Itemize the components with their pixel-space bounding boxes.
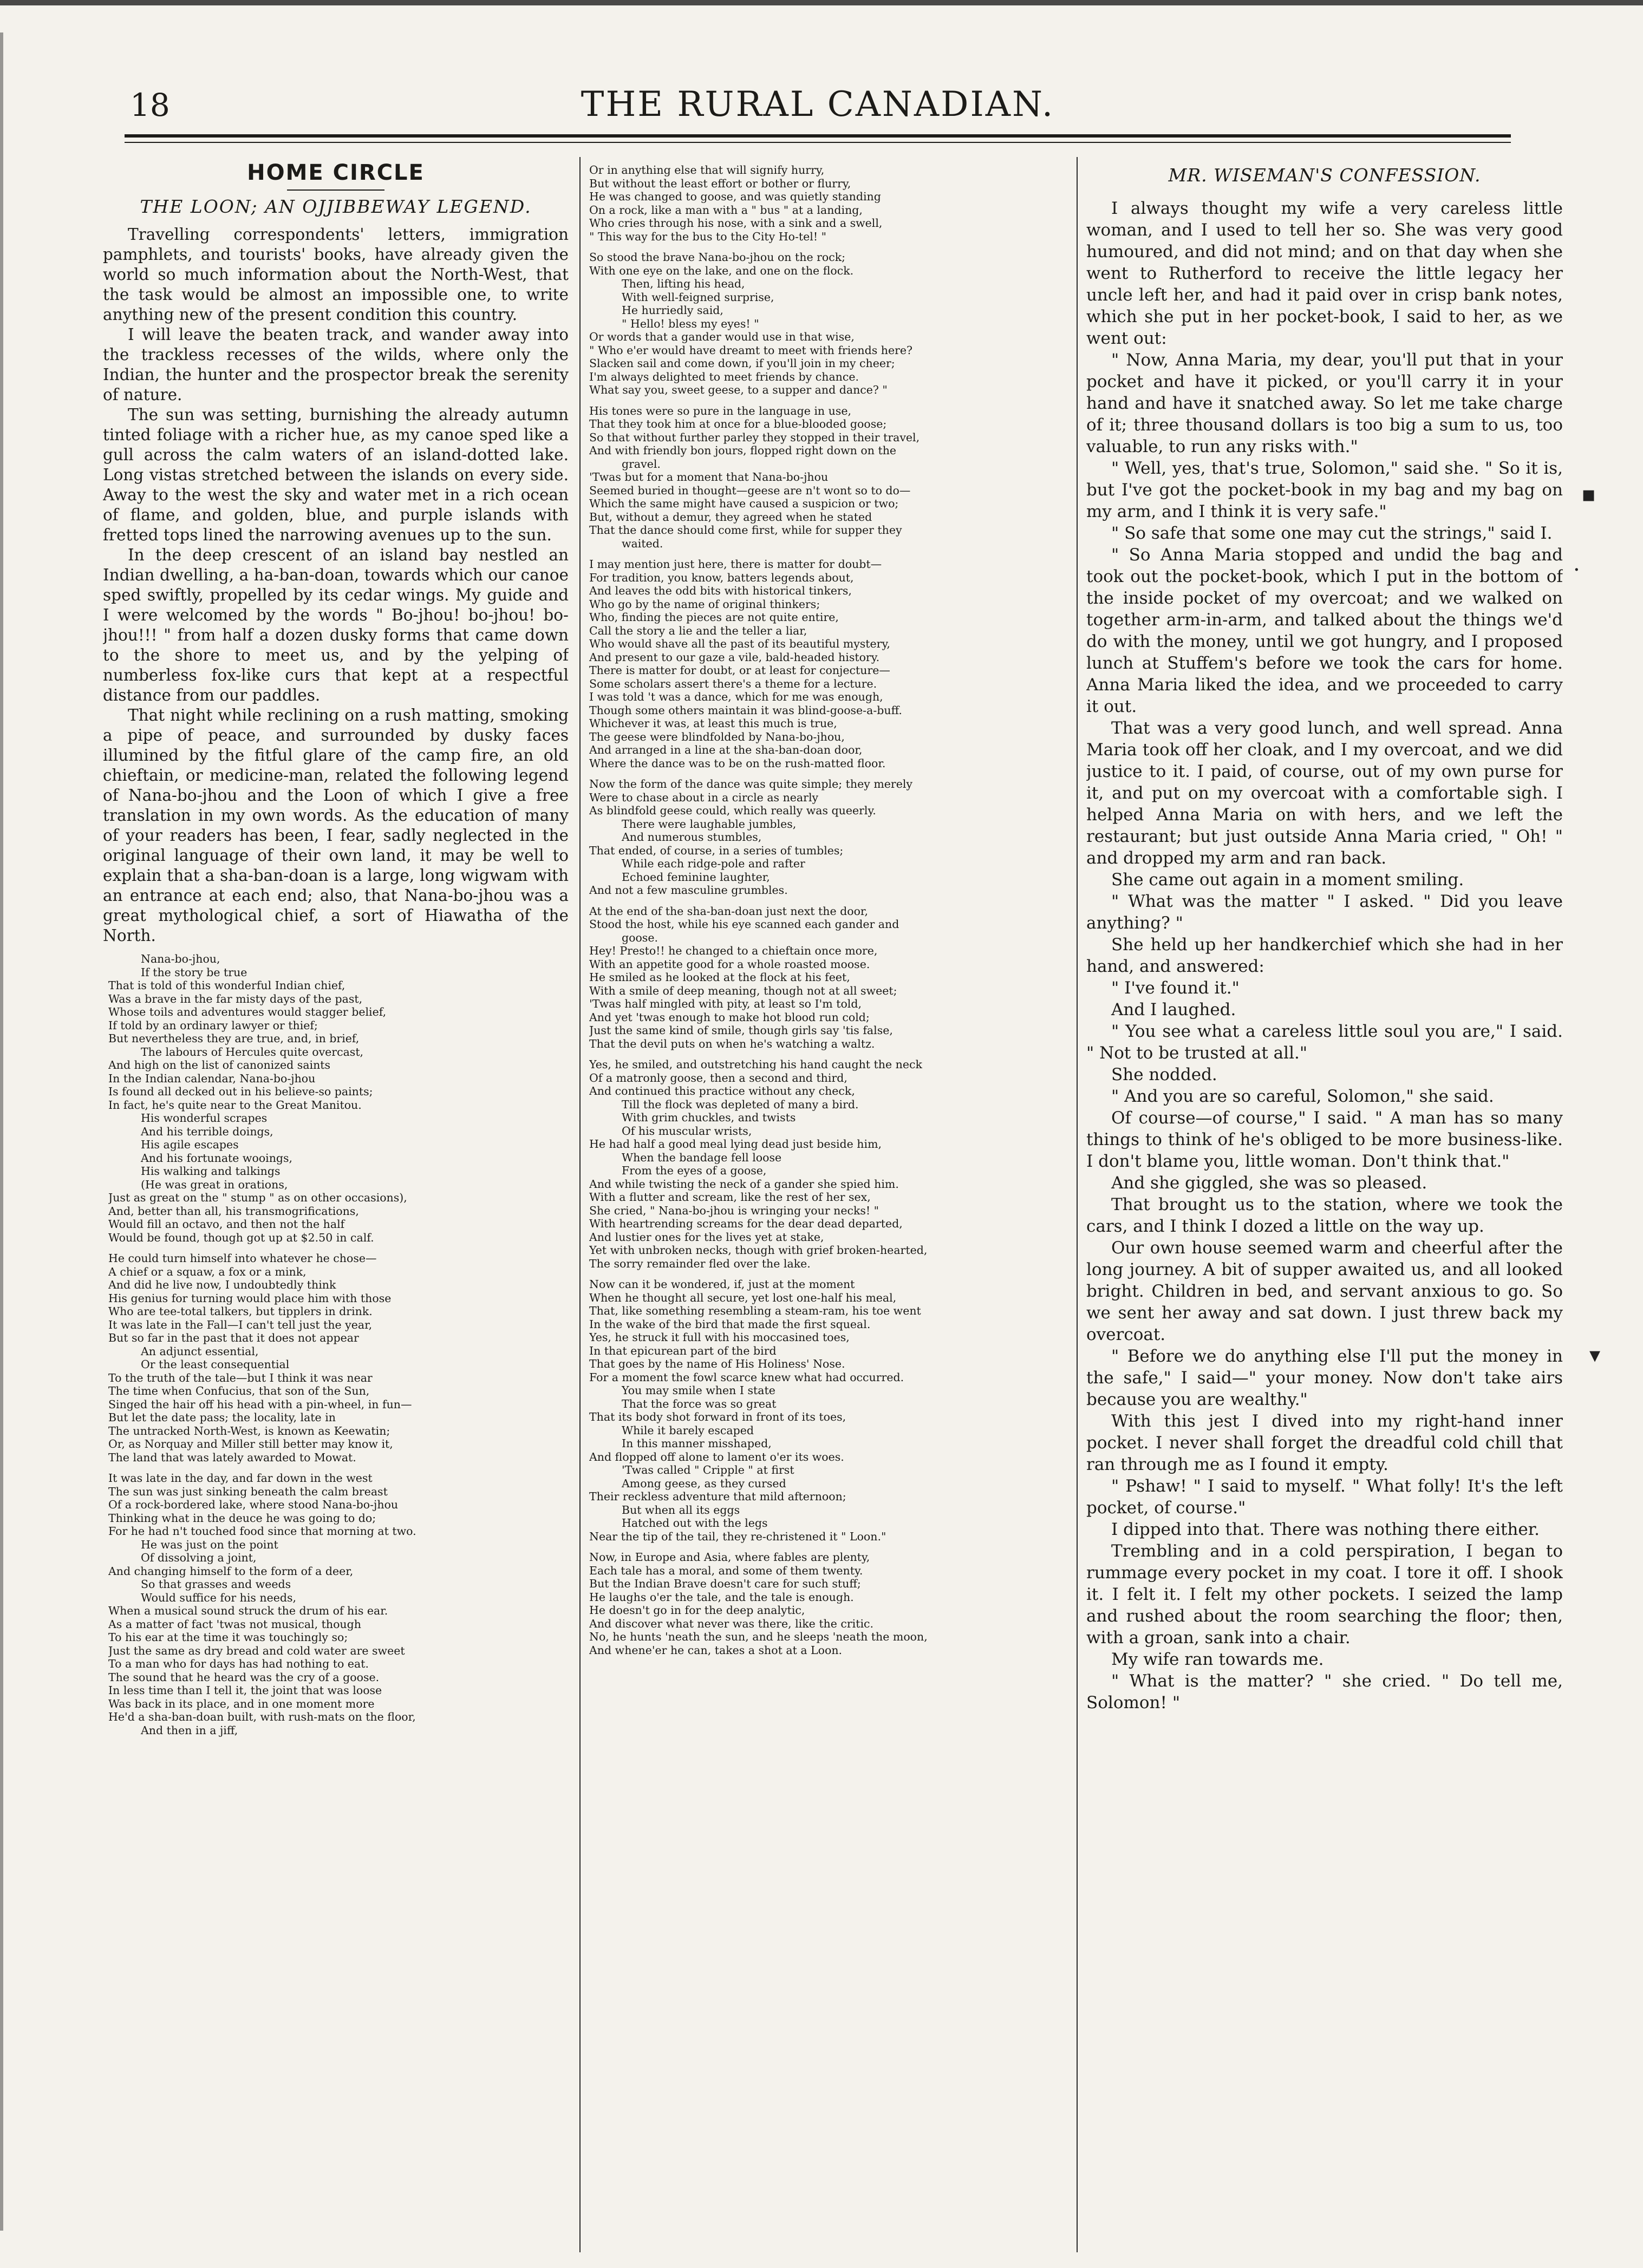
paragraph: Of course—of course," I said. " A man has so many things to think of he's obliged to be more business-like. I don't blame you, little woman. Don't think that." xyxy=(1086,1108,1563,1171)
verse-line: His genius for turning would place him with those xyxy=(108,1291,392,1305)
paragraph: I will leave the beaten track, and wander away into the trackless recesses of the wilds, where only the Indian, the hunter and the prospector break the serenity of nature. xyxy=(103,325,569,404)
column-2 xyxy=(589,157,1066,2258)
verse-line: And discover what never was there, like the critic. xyxy=(589,1617,874,1630)
paragraph: Our own house seemed warm and cheerful after the long journey. A bit of supper awaited us, and all looked bright. Children in bed, and servant anxious to go. So we sent her away and sat down. I just threw back my overcoat. xyxy=(1086,1238,1563,1344)
verse-line: With one eye on the lake, and one on the flock. xyxy=(589,264,854,277)
verse-line: That the devil puts on when he's watching a waltz. xyxy=(589,1037,875,1050)
verse-line: Stood the host, while his eye scanned each gander and xyxy=(589,918,899,931)
verse-line: With grim chuckles, and twists xyxy=(622,1111,796,1124)
paragraph: With this jest I dived into my right-hand inner pocket. I never shall forget the dreadful cold chill that ran through me as I found it empty. xyxy=(1086,1411,1563,1474)
verse-line: In that epicurean part of the bird xyxy=(589,1344,777,1357)
verse-line: And flopped off alone to lament o'er its woes. xyxy=(589,1450,844,1463)
verse-line: Of dissolving a joint, xyxy=(141,1551,257,1564)
verse-line: 'Twas half mingled with pity, at least so I'm told, xyxy=(589,997,862,1010)
verse-line: If the story be true xyxy=(141,965,247,979)
verse-line: So stood the brave Nana-bo-jhou on the rock; xyxy=(589,251,846,264)
verse-line: Yes, he smiled, and outstretching his hand caught the neck xyxy=(589,1058,922,1071)
verse-line: Just the same as dry bread and cold water are sweet xyxy=(108,1644,405,1657)
verse-line: As a matter of fact 'twas not musical, though xyxy=(108,1617,361,1631)
verse-line: In the Indian calendar, Nana-bo-jhou xyxy=(108,1071,316,1085)
verse-line: Who are tee-total talkers, but tipplers in drink. xyxy=(108,1305,373,1318)
verse-line: But without the least effort or bother or flurry, xyxy=(589,177,851,190)
verse-line: And then in a jiff, xyxy=(141,1723,238,1737)
paragraph: That was a very good lunch, and well spread. Anna Maria took off her cloak, and I my overcoat, and we did justice to it. I paid, of course, out of my own purse for it, and put on my overcoat with a comfortable sigh. I helped Anna Maria on with hers, and we left the restaurant; but just outside Anna Maria cried, " Oh! " and dropped my arm and ran back. xyxy=(1086,718,1563,868)
verse-line: " This way for the bus to the City Ho-tel! " xyxy=(589,230,826,243)
verse-line: Seemed buried in thought—geese are n't wont so to do— xyxy=(589,483,911,497)
verse-line: And high on the list of canonized saints xyxy=(108,1058,331,1071)
verse-line: As blindfold geese could, which really was queerly. xyxy=(589,804,876,817)
stanza xyxy=(103,1252,569,1464)
verse-line: (He was great in orations, xyxy=(141,1178,288,1191)
top-border xyxy=(0,0,1643,5)
verse-line: When the bandage fell loose xyxy=(622,1151,782,1164)
verse-line: Or in anything else that will signify hurry, xyxy=(589,164,825,177)
column-1 xyxy=(103,157,569,2258)
verse-line: Who, finding the pieces are not quite entire, xyxy=(589,611,839,624)
verse-line: The untracked North-West, is known as Keewatin; xyxy=(108,1424,390,1437)
verse-line: That they took him at once for a blue-blooded goose; xyxy=(589,417,887,430)
stanza xyxy=(589,164,1066,243)
verse-line: Some scholars assert there's a theme for a lecture. xyxy=(589,677,877,690)
verse-line: His agile escapes xyxy=(141,1138,239,1151)
paragraph: " Before we do anything else I'll put the money in the safe," I said—" your money. Now don't take airs because you are wealthy." xyxy=(1086,1347,1563,1409)
paragraph: Travelling correspondents' letters, immigration pamphlets, and tourists' books, have already given the world so much information about the North-West, that the task would be almost an impossible one, to write anything new of the present condition this country. xyxy=(103,225,569,324)
margin-mark: ▾ xyxy=(1589,1343,1601,1368)
verse-line: 'Twas called " Cripple " at first xyxy=(622,1463,794,1476)
verse-line: Were to chase about in a circle as nearly xyxy=(589,790,819,804)
verse-line: His wonderful scrapes xyxy=(141,1112,268,1125)
verse-line: Who go by the name of original thinkers; xyxy=(589,597,820,611)
page-header xyxy=(125,81,1511,130)
verse-line: That, like something resembling a steam-ram, his toe went xyxy=(589,1304,921,1317)
verse-line: And while twisting the neck of a gander she spied him. xyxy=(589,1177,899,1191)
verse-line: That ended, of course, in a series of tumbles; xyxy=(589,844,844,857)
poem-part-1 xyxy=(103,952,569,1737)
verse-line: Just the same kind of smile, though girls say 'tis false, xyxy=(589,1024,893,1037)
verse-line: In the wake of the bird that made the first squeal. xyxy=(589,1317,871,1331)
verse-line: The labours of Hercules quite overcast, xyxy=(141,1045,364,1058)
paragraph: That night while reclining on a rush matting, smoking a pipe of peace, and surrounded by dusky faces illumined by the fitful glare of the camp fire, an old chieftain, or medicine-man, related the following legend of Nana-bo-jhou and the Loon of which I give a free translation in my own words. As the education of many of your readers has been, I fear, sadly neglected in the original language of their own land, it may be well to explain that a sha-ban-doan is a large, long wigwam with an entrance at each end; also, that Nana-bo-jhou was a great mythological chief, a sort of Hiawatha of the North. xyxy=(103,706,569,945)
verse-line: Among geese, as they cursed xyxy=(622,1476,786,1490)
verse-line: When he thought all secure, yet lost one-half his meal, xyxy=(589,1291,897,1304)
verse-line: But let the date pass; the locality, late in xyxy=(108,1411,336,1424)
stanza xyxy=(589,404,1066,551)
verse-line: For tradition, you know, batters legends about, xyxy=(589,571,854,584)
verse-line: Each tale has a moral, and some of them twenty. xyxy=(589,1564,863,1577)
verse-line: And did he live now, I undoubtedly think xyxy=(108,1278,336,1291)
verse-line: So that without further parley they stopped in their travel, xyxy=(589,430,920,444)
verse-line: His walking and talkings xyxy=(141,1165,281,1178)
verse-line: But so far in the past that it does not appear xyxy=(108,1331,359,1344)
verse-line: There were laughable jumbles, xyxy=(622,817,797,831)
verse-line: Yes, he struck it full with his moccasined toes, xyxy=(589,1331,850,1344)
verse-line: Or words that a gander would use in that wise, xyxy=(589,330,855,343)
verse-line: And numerous stumbles, xyxy=(622,831,762,844)
verse-line: Slacken sail and come down, if you'll join in my cheer; xyxy=(589,357,895,370)
verse-line: She cried, " Nana-bo-jhou is wringing your necks! " xyxy=(589,1204,879,1217)
verse-line: Or, as Norquay and Miller still better may know it, xyxy=(108,1437,393,1450)
verse-line: A chief or a squaw, a fox or a mink, xyxy=(108,1265,307,1278)
verse-line: With an appetite good for a whole roasted moose. xyxy=(589,957,870,971)
story-title: MR. WISEMAN'S CONFESSION. xyxy=(1168,165,1481,186)
verse-line: But, without a demur, they agreed when he stated xyxy=(589,510,872,524)
verse-line: And, better than all, his transmogrifications, xyxy=(108,1204,359,1218)
section-heading: HOME CIRCLE xyxy=(247,160,425,185)
verse-line: And his terrible doings, xyxy=(141,1125,273,1138)
stanza xyxy=(589,558,1066,770)
paragraph: " So Anna Maria stopped and undid the bag and took out the pocket-book, which I put in the bottom of the inside pocket of my overcoat; and we walked on together arm-in-arm, and talked about the things we'd do with the money, until we got hungry, and I proposed lunch at Stuffem's before we took the cars for home. Anna Maria liked the idea, and we proceeded to carry it out. xyxy=(1086,545,1563,716)
verse-line: There is matter for doubt, or at least for conjecture— xyxy=(589,664,890,677)
newspaper-title: THE RURAL CANADIAN. xyxy=(581,84,1055,125)
verse-line: Where the dance was to be on the rush-matted floor. xyxy=(589,756,886,770)
confession-prose xyxy=(1086,198,1563,1714)
paragraph: " Well, yes, that's true, Solomon," said she. " So it is, but I've got the pocket-book in my bag and my bag on my arm, and I think it is very safe." xyxy=(1086,459,1563,521)
verse-line: He could turn himself into whatever he chose— xyxy=(108,1252,377,1265)
verse-line: Was back in its place, and in one moment more xyxy=(108,1697,375,1710)
stanza xyxy=(589,1058,1066,1270)
verse-line: For he had n't touched food since that morning at two. xyxy=(108,1525,416,1538)
verse-line: Yet with unbroken necks, though with grief broken-hearted, xyxy=(589,1244,928,1257)
verse-line: Whichever it was, at least this much is true, xyxy=(589,717,837,730)
binding-edge xyxy=(0,32,3,2231)
verse-line: To a man who for days has had nothing to eat. xyxy=(108,1657,369,1670)
verse-line: Just as great on the " stump " as on other occasions), xyxy=(108,1191,407,1204)
verse-line: gravel. xyxy=(622,457,661,470)
verse-line: " Who e'er would have dreamt to meet with friends here? xyxy=(589,343,913,357)
paragraph: She held up her handkerchief which she had in her hand, and answered: xyxy=(1086,935,1563,976)
verse-line: " Hello! bless my eyes! " xyxy=(622,317,759,330)
verse-line: To his ear at the time it was touchingly so; xyxy=(108,1631,348,1644)
verse-line: waited. xyxy=(622,537,663,550)
paragraph: The sun was setting, burnishing the already autumn tinted foliage with a richer hue, as my canoe sped like a gull across the calm waters of an island-dotted lake. Long vistas stretched between the islands on every side. Away to the west the sky and water met in a rich ocean of flame, and golden, blue, and purple islands with fretted tops lined the narrowing avenues up to the sun. xyxy=(103,406,569,544)
verse-line: To the truth of the tale—but I think it was near xyxy=(108,1371,373,1384)
verse-line: In this manner misshaped, xyxy=(622,1437,772,1450)
verse-line: He'd a sha-ban-doan built, with rush-mats on the floor, xyxy=(108,1710,416,1723)
heading-rule xyxy=(287,189,384,191)
paragraph: " Now, Anna Maria, my dear, you'll put that in your pocket and have it picked, or you'll carry it in your hand and have it snatched away. So let me take charge of it; three thousand dollars is too big a sum to us, too valuable, to run any risks with." xyxy=(1086,350,1563,456)
verse-line: He had half a good meal lying dead just beside him, xyxy=(589,1138,882,1151)
verse-line: That the force was so great xyxy=(622,1397,777,1410)
paragraph: She nodded. xyxy=(1111,1065,1217,1084)
verse-line: Of his muscular wrists, xyxy=(622,1124,752,1138)
verse-line: Would be found, though got up at $2.50 in calf. xyxy=(108,1231,374,1244)
verse-line: That its body shot forward in front of its toes, xyxy=(589,1410,846,1423)
story-title: THE LOON; AN OJJIBBEWAY LEGEND. xyxy=(140,196,532,217)
verse-line: The sound that he heard was the cry of a goose. xyxy=(108,1670,380,1684)
verse-line: No, he hunts 'neath the sun, and he sleeps 'neath the moon, xyxy=(589,1630,928,1643)
verse-line: I may mention just here, there is matter for doubt— xyxy=(589,558,882,571)
verse-line: At the end of the sha-ban-doan just next the door, xyxy=(589,904,868,918)
verse-line: Of a matronly goose, then a second and third, xyxy=(589,1071,847,1084)
paragraph: " What was the matter " I asked. " Did you leave anything? " xyxy=(1086,892,1563,933)
stanza xyxy=(589,251,1066,397)
verse-line: Their reckless adventure that mild afternoon; xyxy=(589,1490,846,1503)
verse-line: I was told 't was a dance, which for me was enough, xyxy=(589,690,883,703)
verse-line: Would fill an octavo, and then not the half xyxy=(108,1218,345,1231)
paragraph: Trembling and in a cold perspiration, I began to rummage every pocket in my coat. I tore it off. I shook it. I felt it. I felt my other pockets. I seized the lamp and rushed about the room searching the floor; then, with a groan, sank into a chair. xyxy=(1086,1541,1563,1648)
verse-line: Though some others maintain it was blind-goose-a-buff. xyxy=(589,703,902,717)
poem-part-2 xyxy=(589,164,1066,1657)
verse-line: The time when Confucius, that son of the Sun, xyxy=(108,1384,370,1397)
verse-line: He was just on the point xyxy=(141,1538,278,1551)
verse-line: Echoed feminine laughter, xyxy=(622,870,770,884)
verse-line: With a flutter and scream, like the rest of her sex, xyxy=(589,1191,871,1204)
verse-line: And his fortunate wooings, xyxy=(141,1151,293,1165)
verse-line: While each ridge-pole and rafter xyxy=(622,857,805,870)
paragraph: My wife ran towards me. xyxy=(1111,1650,1324,1669)
verse-line: Thinking what in the deuce he was going to do; xyxy=(108,1511,376,1525)
verse-line: 'Twas but for a moment that Nana-bo-jhou xyxy=(589,470,829,483)
paragraph: She came out again in a moment smiling. xyxy=(1111,870,1464,890)
verse-line: If told by an ordinary lawyer or thief; xyxy=(108,1018,318,1032)
header-rule-thin xyxy=(125,142,1511,143)
paragraph: In the deep crescent of an island bay nestled an Indian dwelling, a ha-ban-doan, towards which our canoe sped swiftly, propelled by its cedar wings. My guide and I were welcomed by the words " Bo-jhou! bo-jhou! bo-jhou!!! " from half a dozen dusky forms that came down to the shore to meet us, and by the yelping of numberless fox-like curs that kept at a respectful distance from our paddles. xyxy=(103,546,569,704)
verse-line: From the eyes of a goose, xyxy=(622,1164,767,1177)
verse-line: So that grasses and weeds xyxy=(141,1578,291,1591)
verse-line: But the Indian Brave doesn't care for such stuff; xyxy=(589,1577,861,1590)
verse-line: Was a brave in the far misty days of the past, xyxy=(108,992,363,1005)
verse-line: An adjunct essential, xyxy=(141,1344,259,1358)
verse-line: With well-feigned surprise, xyxy=(622,290,774,304)
verse-line: And with friendly bon jours, flopped right down on the xyxy=(589,444,897,457)
stanza xyxy=(589,1551,1066,1657)
verse-line: He hurriedly said, xyxy=(622,304,723,317)
verse-line: Who cries through his nose, with a sink and a swell, xyxy=(589,217,883,230)
verse-line: With a smile of deep meaning, though not at all sweet; xyxy=(589,984,897,997)
verse-line: In less time than I tell it, the joint that was loose xyxy=(108,1684,382,1697)
paragraph: That brought us to the station, where we took the cars, and I think I dozed a little on the way up. xyxy=(1086,1195,1563,1236)
verse-line: Would suffice for his needs, xyxy=(141,1591,297,1604)
stanza xyxy=(589,1278,1066,1543)
verse-line: Of a rock-bordered lake, where stood Nana-bo-jhou xyxy=(108,1498,399,1511)
paragraph: " And you are so careful, Solomon," she said. xyxy=(1111,1087,1494,1106)
paragraph: " So safe that some one may cut the strings," said I. xyxy=(1111,524,1553,543)
verse-line: Call the story a lie and the teller a liar, xyxy=(589,624,807,637)
verse-line: The sorry remainder fled over the lake. xyxy=(589,1257,811,1270)
verse-line: And whene'er he can, takes a shot at a Loon. xyxy=(589,1643,843,1657)
verse-line: Nana-bo-jhou, xyxy=(141,952,220,965)
verse-line: I'm always delighted to meet friends by chance. xyxy=(589,370,859,383)
verse-line: Now, in Europe and Asia, where fables are plenty, xyxy=(589,1551,870,1564)
stanza xyxy=(103,952,569,1244)
verse-line: Now can it be wondered, if, just at the moment xyxy=(589,1278,855,1291)
verse-line: goose. xyxy=(622,931,658,944)
column-rule xyxy=(1077,157,1078,2252)
verse-line: On a rock, like a man with a " bus " at a landing, xyxy=(589,203,863,217)
margin-mark: · xyxy=(1573,558,1580,583)
verse-line: Then, lifting his head, xyxy=(622,277,745,290)
verse-line: Which the same might have caused a suspicion or two; xyxy=(589,497,899,510)
verse-line: In fact, he's quite near to the Great Manitou. xyxy=(108,1098,362,1112)
verse-line: And lustier ones for the lives yet at stake, xyxy=(589,1230,824,1244)
verse-line: That the dance should come first, while for supper they xyxy=(589,524,902,537)
paragraph: I always thought my wife a very careless little woman, and I used to tell her so. She was very good humoured, and did not mind; and on that day when she went to Rutherford to receive the little legacy her uncle left her, and had it paid over in crisp bank notes, which she put in her pocket-book, I said to her, as we went out: xyxy=(1086,199,1563,348)
verse-line: With heartrending screams for the dear dead departed, xyxy=(589,1217,903,1230)
column-rule xyxy=(579,157,581,2252)
verse-line: What say you, sweet geese, to a supper and dance? " xyxy=(589,383,888,396)
verse-line: But nevertheless they are true, and, in brief, xyxy=(108,1032,360,1045)
verse-line: Hey! Presto!! he changed to a chieftain once more, xyxy=(589,944,878,957)
verse-line: Hatched out with the legs xyxy=(622,1517,768,1530)
verse-line: Singed the hair off his head with a pin-wheel, in fun— xyxy=(108,1397,412,1411)
verse-line: The sun was just sinking beneath the calm breast xyxy=(108,1485,388,1498)
verse-line: While it barely escaped xyxy=(622,1423,754,1437)
paragraph: I dipped into that. There was nothing there either. xyxy=(1111,1520,1540,1539)
verse-line: And yet 'twas enough to make hot blood run cold; xyxy=(589,1010,870,1024)
verse-line: Near the tip of the tail, they re-christened it " Loon." xyxy=(589,1530,886,1543)
verse-line: That goes by the name of His Holiness' Nose. xyxy=(589,1357,845,1370)
stanza xyxy=(103,1472,569,1737)
verse-line: And not a few masculine grumbles. xyxy=(589,884,788,897)
verse-line: Who would shave all the past of its beautiful mystery, xyxy=(589,637,890,650)
page-number: 18 xyxy=(130,87,170,123)
paragraph: And I laughed. xyxy=(1111,1000,1236,1019)
verse-line: Whose toils and adventures would stagger belief, xyxy=(108,1005,387,1018)
verse-line: Now the form of the dance was quite simple; they merely xyxy=(589,777,912,790)
intro-prose xyxy=(103,225,569,946)
margin-mark: ▪ xyxy=(1581,482,1596,507)
verse-line: The geese were blindfolded by Nana-bo-jhou, xyxy=(589,730,845,743)
verse-line: You may smile when I state xyxy=(622,1384,775,1397)
verse-line: For a moment the fowl scarce knew what had occurred. xyxy=(589,1370,904,1384)
verse-line: The land that was lately awarded to Mowat. xyxy=(108,1450,356,1464)
verse-line: It was late in the Fall—I can't tell just the year, xyxy=(108,1318,373,1331)
verse-line: He was changed to goose, and was quietly standing xyxy=(589,190,881,203)
verse-line: And arranged in a line at the sha-ban-doan door, xyxy=(589,743,863,756)
paragraph: " What is the matter? " she cried. " Do tell me, Solomon! " xyxy=(1086,1671,1563,1713)
stanza xyxy=(589,777,1066,897)
stanza xyxy=(589,905,1066,1051)
verse-line: Till the flock was depleted of many a bird. xyxy=(622,1097,859,1111)
verse-line: And continued this practice without any check, xyxy=(589,1084,855,1097)
verse-line: And leaves the odd bits with historical tinkers, xyxy=(589,584,852,597)
verse-line: When a musical sound struck the drum of his ear. xyxy=(108,1604,388,1617)
header-rule xyxy=(125,134,1511,138)
verse-line: And changing himself to the form of a deer, xyxy=(108,1564,354,1578)
paragraph: " Pshaw! " I said to myself. " What folly! It's the left pocket, of course." xyxy=(1086,1476,1563,1518)
verse-line: He laughs o'er the tale, and the tale is enough. xyxy=(589,1590,854,1604)
verse-line: His tones were so pure in the language in use, xyxy=(589,404,852,417)
verse-line: He smiled as he looked at the flock at his feet, xyxy=(589,971,850,984)
verse-line: Is found all decked out in his believe-so paints; xyxy=(108,1085,373,1098)
verse-line: And present to our gaze a vile, bald-headed history. xyxy=(589,650,880,664)
verse-line: But when all its eggs xyxy=(622,1503,740,1517)
column-3 xyxy=(1086,157,1563,2258)
verse-line: It was late in the day, and far down in the west xyxy=(108,1472,373,1485)
paragraph: " I've found it." xyxy=(1111,978,1240,998)
paragraph: And she giggled, she was so pleased. xyxy=(1111,1173,1427,1193)
verse-line: Or the least consequential xyxy=(141,1358,290,1371)
paragraph: " You see what a careless little soul you are," I said. " Not to be trusted at all." xyxy=(1086,1022,1563,1063)
verse-line: He doesn't go in for the deep analytic, xyxy=(589,1604,805,1617)
verse-line: That is told of this wonderful Indian chief, xyxy=(108,979,345,992)
